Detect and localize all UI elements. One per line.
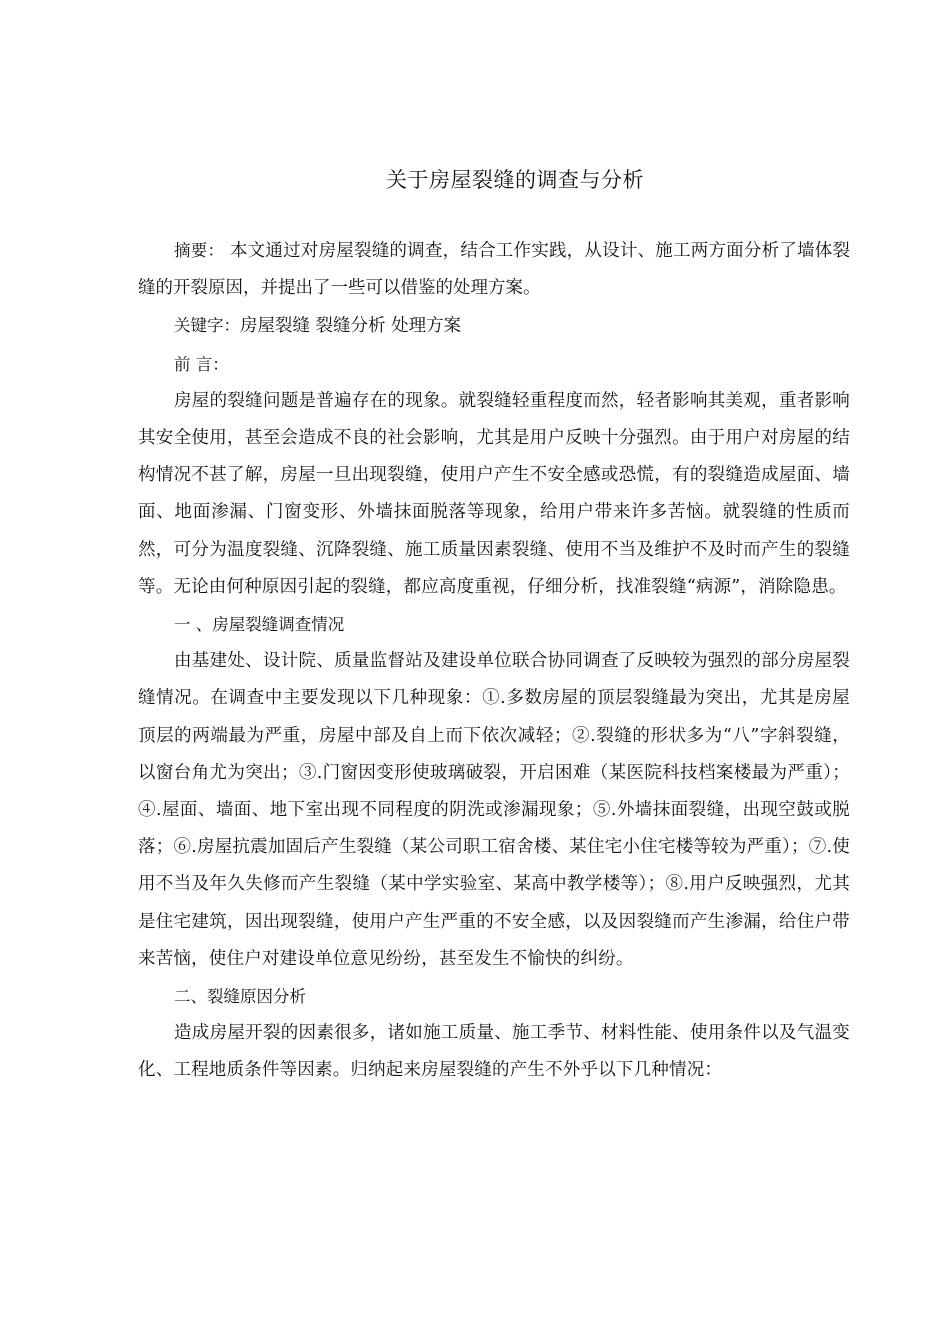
- keywords-label: 关键字：: [174, 316, 240, 336]
- preface-paragraph: 房屋的裂缝问题是普遍存在的现象。就裂缝轻重程度而然，轻者影响其美观，重者影响其安全使用，甚至会造成不良的社会影响，尤其是用户反映十分强烈。由于用户对房屋的结构情况不甚了解，房屋一旦出现裂缝，使用户产生不安全感或恐慌，有的裂缝造成屋面、墙面、地面渗漏、门窗变形、外墙抹面脱落等现象，给用户带来许多苦恼。就裂缝的性质而然，可分为温度裂缝、沉降裂缝、施工质量因素裂缝、使用不当及维护不及时而产生的裂缝等。无论由何种原因引起的裂缝，都应高度重视，仔细分析，找准裂缝“病源”，消除隐患。: [138, 390, 850, 597]
- document-title: 关于房屋裂缝的调查与分析: [386, 168, 644, 192]
- preface-heading: [138, 346, 850, 383]
- section-1-heading: 一 、房屋裂缝调查情况: [174, 615, 345, 635]
- abstract-label: 摘要：: [174, 241, 225, 260]
- section-2-paragraph: 造成房屋开裂的因素很多，诸如施工质量、施工季节、材料性能、使用条件以及气温变化、工程地质条件等因素。归纳起来房屋裂缝的产生不外乎以下几种情况：: [138, 1023, 850, 1081]
- section-1-paragraph: 由基建处、设计院、质量监督站及建设单位联合协同调查了反映较为强烈的部分房屋裂缝情况。在调查中主要发现以下几种现象：①.多数房屋的顶层裂缝最为突出，尤其是房屋顶层的两端最为严重，房屋中部及自上而下依次减轻；②.裂缝的形状多为“八”字斜裂缝，以窗台角尤为突出；③.门窗因变形使玻璃破裂，开启困难（某医院科技档案楼最为严重）；④.屋面、墙面、地下室出现不同程度的阴洗或渗漏现象；⑤.外墙抹面裂缝，出现空鼓或脱落；⑥.房屋抗震加固后产生裂缝（某公司职工宿舍楼、某住宅小住宅楼等较为严重）；⑦.使用不当及年久失修而产生裂缝（某中学实验室、某高中教学楼等）；⑧.用户反映强烈，尤其是住宅建筑，因出现裂缝，使用户产生严重的不安全感，以及因裂缝而产生渗漏，给住户带来苦恼，使住户对建设单位意见纷纷，甚至发生不愉快的纠纷。: [138, 651, 850, 969]
- section-2-heading: 二、裂缝原因分析: [174, 987, 306, 1007]
- abstract-text: 本文通过对房屋裂缝的调查，结合工作实践，从设计、施工两方面分析了墙体裂缝的开裂原因，并提出了一些可以借鉴的处理方案。: [138, 241, 851, 299]
- document-body: [138, 232, 850, 1090]
- keywords-text: 房屋裂缝 裂缝分析 处理方案: [240, 316, 462, 337]
- keywords-paragraph: [138, 307, 850, 345]
- preface-label: 前 言：: [174, 354, 229, 374]
- abstract-paragraph: [138, 232, 850, 307]
